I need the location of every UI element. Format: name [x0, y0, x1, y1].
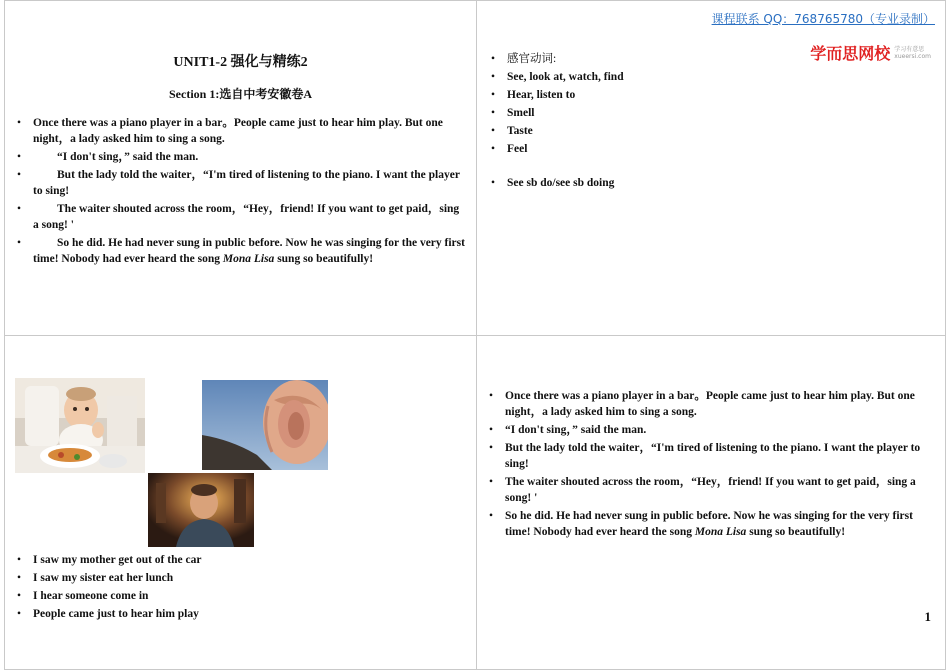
- list-item: • The waiter shouted across the room，“Hey，friend! If you want to get paid，sing a song! ': [489, 476, 916, 504]
- logo-subtext: 学习有意思 xueersi.com: [894, 45, 931, 60]
- list-item: • I hear someone come in: [17, 590, 149, 602]
- slide-3: [4, 335, 477, 670]
- story-list: [17, 115, 467, 269]
- list-item: • So he did. He had never sung in public before. Now he was singing for the very first time! Nobody had ever heard the song Mona Lisa sung so beautifully!: [17, 237, 465, 265]
- list-item: • Taste: [491, 125, 533, 137]
- slide-subtitle: Section 1:选自中考安徽卷A: [169, 87, 312, 101]
- list-item: • Feel: [491, 143, 528, 155]
- list-item: • I saw my sister eat her lunch: [17, 572, 174, 584]
- list-item: • So he did. He had never sung in public before. Now he was singing for the very first time! Nobody had ever heard the song Mona Lisa sung so beautifully!: [489, 510, 913, 538]
- slide-4: [476, 335, 946, 670]
- list-item: • Smell: [491, 107, 535, 119]
- logo-text: 学而思网校: [810, 44, 891, 63]
- list-item: • But the lady told the waiter，“I'm tired of listening to the piano. I want the player to sing!: [17, 169, 460, 197]
- ear-listening-photo: [202, 380, 328, 470]
- list-item: • Hear, listen to: [491, 89, 576, 101]
- slide-2: [476, 0, 946, 336]
- list-item: • People came just to hear him play: [17, 608, 199, 620]
- list-item: • 感官动词:: [491, 53, 557, 65]
- man-singing-photo: [148, 473, 254, 547]
- baby-eating-photo: [15, 378, 145, 473]
- list-item: • “I don't sing，” said the man.: [489, 424, 647, 436]
- list-item: • “I don't sing，” said the man.: [17, 151, 199, 163]
- contact-link[interactable]: 课程联系 QQ：768765780（专业录制）: [711, 12, 935, 26]
- list-item: • Once there was a piano player in a bar。People came just to hear him play. But one night，a lady asked him to sing a song.: [489, 390, 915, 418]
- list-item: • See sb do/see sb doing: [491, 177, 615, 189]
- list-item: • See, look at, watch, find: [491, 71, 624, 83]
- verbs-list: [491, 51, 931, 193]
- examples-list: [17, 552, 467, 624]
- list-item: • I saw my mother get out of the car: [17, 554, 202, 566]
- list-item: • The waiter shouted across the room，“Hey，friend! If you want to get paid，sing a song! ': [17, 203, 460, 231]
- story-list: [489, 388, 929, 542]
- slide-title: UNIT1-2 强化与精练2: [173, 55, 308, 70]
- slide-1: [4, 0, 477, 336]
- list-item: • Once there was a piano player in a bar。People came just to hear him play. But one night，a lady asked him to sing a song.: [17, 117, 443, 145]
- page-number: 1: [924, 609, 931, 624]
- list-item: • But the lady told the waiter，“I'm tired of listening to the piano. I want the player to sing!: [489, 442, 921, 470]
